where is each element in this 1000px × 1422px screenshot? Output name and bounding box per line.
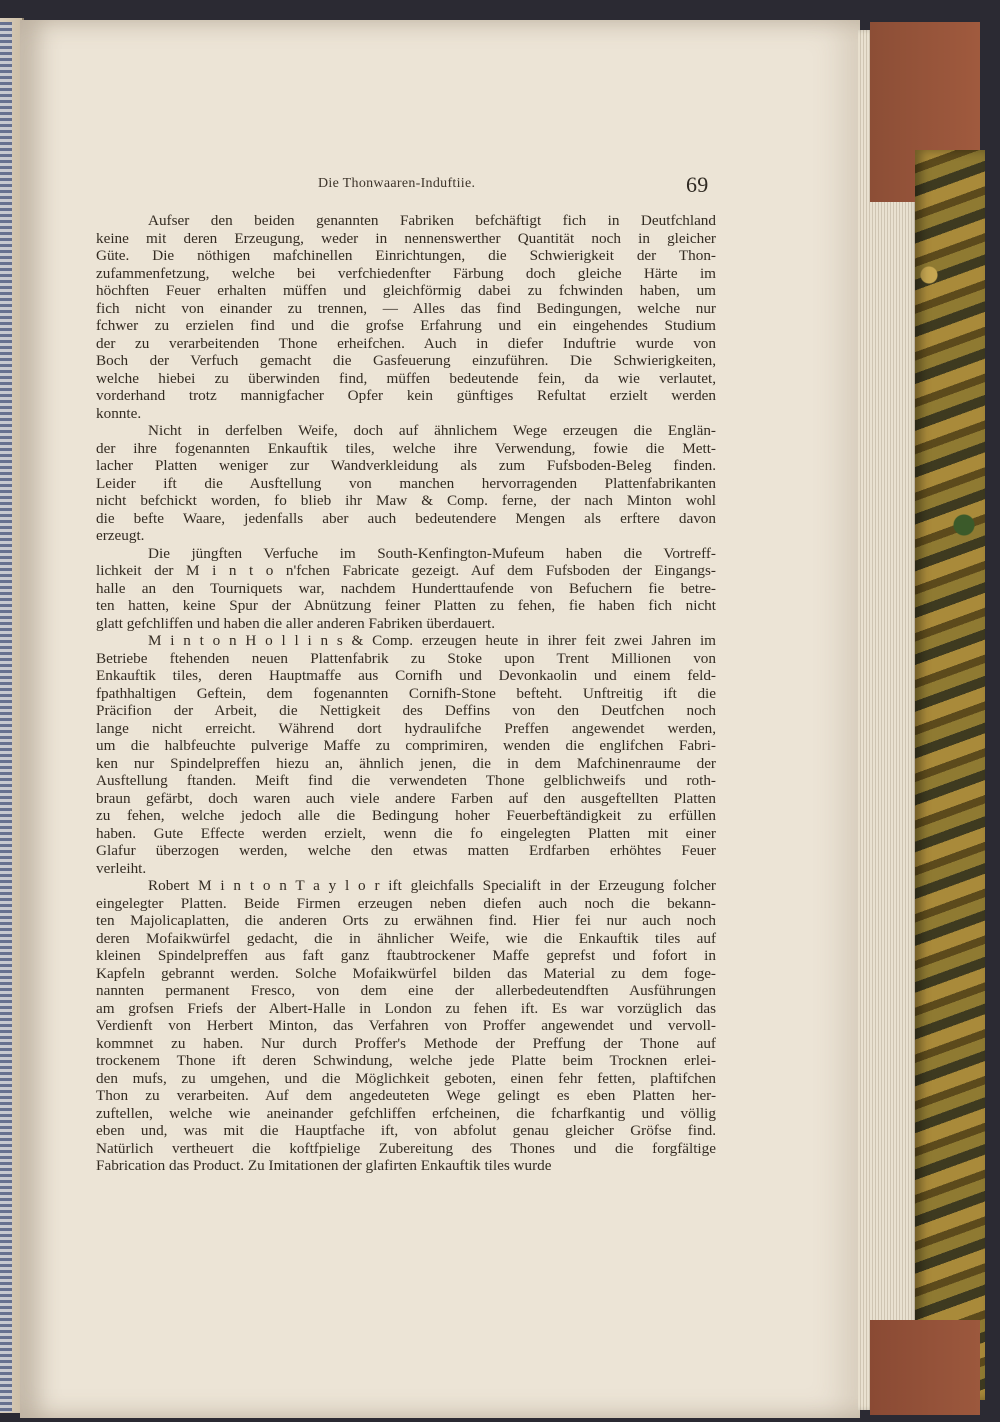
text-line: Präcifion der Arbeit, die Nettigkeit des Deffins von den Deutfchen noch <box>96 702 716 719</box>
text-line: Enkauftik tiles, deren Hauptmaffe aus Cornifh und Devonkaolin und einem feld- <box>96 667 716 684</box>
paragraph <box>96 212 716 422</box>
text-line: Betriebe ftehenden neuen Plattenfabrik zu Stoke upon Trent Millionen von <box>96 649 716 667</box>
cover-leather-bottom <box>870 1320 980 1415</box>
text-line: Leider ift die Ausftellung von manchen hervorragenden Plattenfabrikanten <box>96 474 716 492</box>
text-line: fpathhaltigen Geftein, dem fogenannten Cornifh-Stone befteht. Unftreitig ift die <box>96 684 716 702</box>
text-line: die befte Waare, jedenfalls aber auch bedeutendere Mengen als erftere davon <box>96 509 716 527</box>
text-line: eingelegter Platten. Beide Firmen erzeugen neben diefen auch noch die bekann- <box>96 894 716 912</box>
paragraph <box>96 877 716 1175</box>
text-line: fchwer zu erzielen find und die grofse Erfahrung und ein eingehendes Studium <box>96 317 716 334</box>
text-line: haben. Gute Effecte werden erzielt, wenn die fo eingelegten Platten mit einer <box>96 824 716 842</box>
text-line: den mufs, zu umgehen, und die Möglichkeit geboten, einen fehr fetten, plaftifchen <box>96 1069 716 1087</box>
text-line: konnte. <box>96 404 142 422</box>
page-number: 69 <box>686 172 709 197</box>
text-line: am grofsen Friefs der Albert-Halle in London zu fehen ift. Es war vorzüglich das <box>96 999 716 1017</box>
text-line: Fabrication das Product. Zu Imitationen der glafirten Enkauftik tiles wurde <box>96 1157 552 1174</box>
text-line: um die halbfeuchte pulverige Maffe zu comprimiren, wenden die englifchen Fabri- <box>96 737 716 754</box>
text-line: kommnet zu haben. Nur durch Proffer's Methode der Preffung der Thone auf <box>96 1034 716 1052</box>
marbled-cover <box>915 150 985 1400</box>
text-line: kleinen Spindelpreffen aus faft ganz ftaubtrockener Maffe geprefst und fofort in <box>96 947 716 964</box>
text-line: höchften Feuer erhalten müffen und gleichförmig dabei zu fchwinden haben, um <box>96 282 716 299</box>
text-line: nannten permanent Fresco, von dem eine der allerbedeutendften Ausführungen <box>96 982 716 999</box>
text-line: eben und, was mit die Hauptfache ift, von abfolut genau gleicher Gröfse find. <box>96 1122 716 1139</box>
running-title: Die Thonwaaren-Induftiie. <box>318 176 476 191</box>
page-fore-edge <box>858 30 918 1410</box>
text-line: der ihre fogenannten Enkauftik tiles, welche ihre Verwendung, fowie die Mett- <box>96 439 716 457</box>
paragraph <box>96 422 716 545</box>
text-line: Verdienft von Herbert Minton, das Verfahren von Proffer angewendet und vervoll- <box>96 1017 716 1034</box>
text-line: Ausftellung ftanden. Meift find die verwendeten Thone gelblichweifs und roth- <box>96 772 716 789</box>
text-line: zu fehen, welche jedoch alle die Bedingung hoher Feuerbeftändigkeit zu erfüllen <box>96 807 716 824</box>
text-line: Thon zu verarbeiten. Auf dem angedeuteten Wege gelingt es eben Platten her- <box>96 1087 716 1104</box>
text-line: vorderhand trotz mannigfacher Opfer kein günftiges Refultat erzielt werden <box>96 387 716 404</box>
page-header <box>318 172 718 197</box>
text-line: nicht befchickt worden, fo blieb ihr Maw & Comp. ferne, der nach Minton wohl <box>96 492 716 509</box>
text-line: ken nur Spindelpreffen hiezu an, ähnlich jenen, die in dem Mafchinenraume der <box>96 754 716 772</box>
text-line: Glafur überzogen werden, welche den etwas matten Erdfarben erhöhtes Feuer <box>96 842 716 859</box>
text-line: welche hiebei zu überwinden find, müffen bedeutende fein, da wie verlautet, <box>96 369 716 387</box>
text-line: zuftellen, welche wie aneinander gefchliffen erfcheinen, die fcharfkantig und völlig <box>96 1104 716 1122</box>
text-line: Nicht in derfelben Weife, doch auf ähnlichem Wege erzeugen die Englän- <box>148 422 716 439</box>
text-line: deren Mofaikwürfel gedacht, die in ähnlicher Weife, wie die Enkauftik tiles auf <box>96 929 716 947</box>
text-line: ten hatten, keine Spur der Abnützung feiner Platten zu fehen, fie haben fich nicht <box>96 597 716 614</box>
paragraph <box>96 632 716 877</box>
text-line: zufammenfetzung, welche bei verfchiedenfter Färbung doch gleiche Härte im <box>96 264 716 282</box>
text-line: ten Majolicaplatten, die anderen Orts zu erwähnen find. Hier fei nur auch noch <box>96 912 716 929</box>
text-line: fich nicht von einander zu trennen, — Alles das find Bedingungen, welche nur <box>96 299 716 317</box>
text-line: lacher Platten weniger zur Wandverkleidung als zum Fufsboden-Beleg finden. <box>96 457 716 474</box>
text-line: Aufser den beiden genannten Fabriken befchäftigt fich in Deutfchland <box>148 212 716 229</box>
left-binding-edge <box>0 22 12 1412</box>
text-line: verleiht. <box>96 859 147 877</box>
paragraph <box>96 545 716 633</box>
text-line: Die jüngften Verfuche im South-Kenfington-Mufeum haben die Vortreff- <box>148 544 716 562</box>
text-line: glatt gefchliffen und haben die aller anderen Fabriken überdauert. <box>96 614 496 632</box>
text-line: Boch der Verfuch gemacht die Gasfeuerung einzuführen. Die Schwierigkeiten, <box>96 352 716 369</box>
text-line: lange nicht erreicht. Während dort hydraulifche Preffen angewendet werden, <box>96 719 716 737</box>
text-line: M i n t o n H o l l i n s & Comp. erzeugen heute in ihrer feit zwei Jahren im <box>148 632 716 649</box>
text-line: Kapfeln gebrannt werden. Solche Mofaikwürfel bilden das Material zu dem foge- <box>96 964 716 982</box>
text-line: Natürlich vertheuert die koftfpielige Zubereitung des Thones und die forgfältige <box>96 1139 716 1157</box>
text-line: erzeugt. <box>96 527 145 544</box>
text-line: keine mit deren Erzeugung, weder in nennenswerther Quantität noch in gleicher <box>96 229 716 247</box>
text-line: lichkeit der M i n t o n'fchen Fabricate gezeigt. Auf dem Fufsboden der Eingangs- <box>96 562 716 579</box>
text-line: Güte. Die nöthigen mafchinellen Einrichtungen, die Schwierigkeit der Thon- <box>96 247 716 264</box>
text-line: Robert M i n t o n T a y l o r ift gleichfalls Specialift in der Erzeugung folcher <box>148 877 716 894</box>
text-line: trockenem Thone ift deren Schwindung, welche jede Platte beim Trocknen erlei- <box>96 1052 716 1069</box>
text-line: der zu verarbeitenden Thone erheifchen. Auch in diefer Induftrie wurde von <box>96 334 716 352</box>
body-text <box>96 212 716 1175</box>
text-line: halle an den Tourniquets war, nachdem Hunderttaufende von Befuchern fie betre- <box>96 579 716 597</box>
text-line: braun gefärbt, doch waren auch viele andere Farben auf den ausgeftellten Platten <box>96 789 716 807</box>
